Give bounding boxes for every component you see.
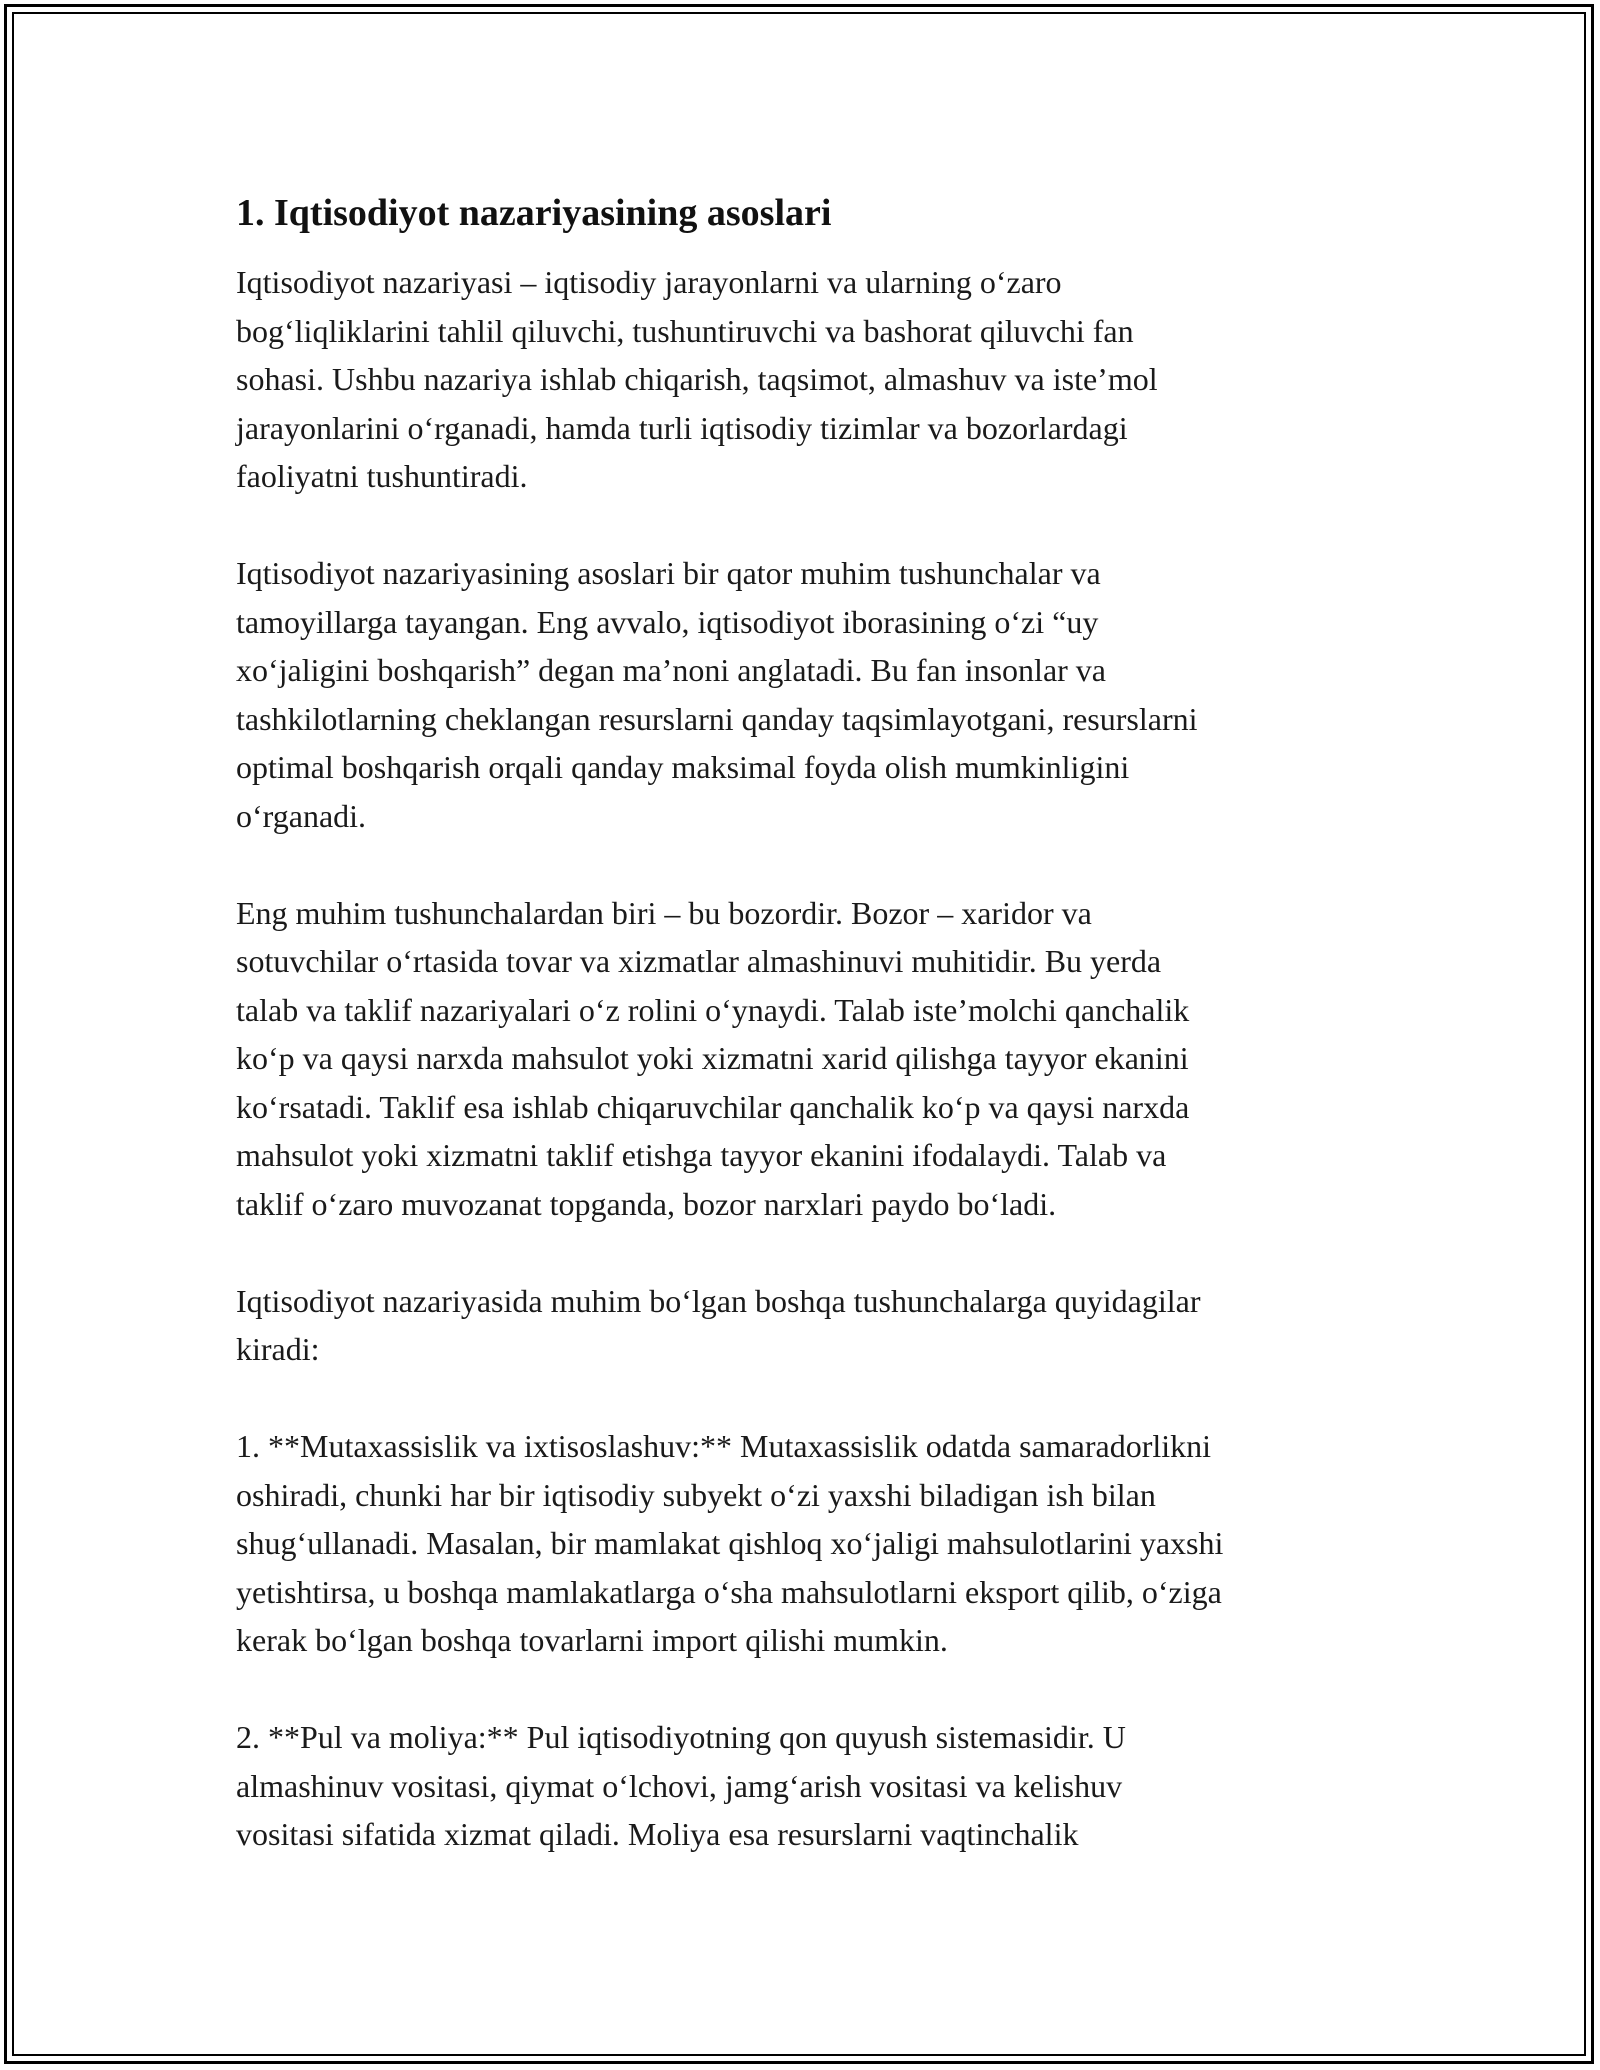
paragraph-line: optimal boshqarish orqali qanday maksimal foyda olish mumkinligini [236,749,1130,785]
paragraph-line: almashinuv vositasi, qiymat o‘lchovi, jamg‘arish vositasi va kelishuv [236,1767,1123,1804]
paragraph-line: kerak bo‘lgan boshqa tovarlarni import qilishi mumkin. [236,1622,948,1658]
paragraph-foundations [236,549,1376,840]
list-item-specialization [236,1422,1376,1665]
paragraph-line: yetishtirsa, u boshqa mamlakatlarga o‘sha mahsulotlarni eksport qilib, o‘ziga [236,1573,1222,1610]
paragraph-line: ko‘p va qaysi narxda mahsulot yoki xizmatni xarid qilishga tayyor ekanini [236,1040,1189,1076]
paragraph-line: bog‘liqliklarini tahlil qiluvchi, tushuntiruvchi va bashorat qiluvchi fan [236,312,1134,349]
paragraph-line: 2. **Pul va moliya:** Pul iqtisodiyotning qon quyush sistemasidir. U [236,1719,1126,1755]
document-title: 1. Iqtisodiyot nazariyasining asoslari [236,192,832,234]
paragraph-market [236,889,1376,1229]
document-body [236,188,1376,1907]
paragraph-line: talab va taklif nazariyalari o‘z rolini o‘ynaydi. Talab iste’molchi qanchalik [236,991,1190,1028]
paragraph-line: taklif o‘zaro muvozanat topganda, bozor narxlari paydo bo‘ladi. [236,1185,1057,1222]
paragraph-line: oshiradi, chunki har bir iqtisodiy subyekt o‘zi yaxshi biladigan ish bilan [236,1476,1156,1513]
list-item-money-finance [236,1713,1376,1859]
paragraph-line: Iqtisodiyot nazariyasida muhim bo‘lgan boshqa tushunchalarga quyidagilar [236,1282,1201,1319]
paragraph-line: jarayonlarini o‘rganadi, hamda turli iqtisodiy tizimlar va bozorlardagi [236,409,1128,446]
paragraph-line: tashkilotlarning cheklangan resurslarni qanday taqsimlayotgani, resurslarni [236,700,1198,737]
paragraph-other-concepts [236,1277,1376,1374]
paragraph-line: Iqtisodiyot nazariyasi – iqtisodiy jarayonlarni va ularning o‘zaro [236,264,1062,300]
paragraph-line: sohasi. Ushbu nazariya ishlab chiqarish, taqsimot, almashuv va iste’mol [236,361,1158,397]
paragraph-line: Iqtisodiyot nazariyasining asoslari bir qator muhim tushunchalar va [236,555,1101,591]
paragraph-line: sotuvchilar o‘rtasida tovar va xizmatlar almashinuvi muhitidir. Bu yerda [236,943,1162,979]
paragraph-line: faoliyatni tushuntiradi. [236,458,528,494]
paragraph-line: xo‘jaligini boshqarish” degan ma’noni anglatadi. Bu fan insonlar va [236,652,1106,688]
paragraph-line: kiradi: [236,1331,320,1367]
paragraph-line: tamoyillarga tayangan. Eng avvalo, iqtisodiyot iborasining o‘zi “uy [236,603,1099,640]
paragraph-intro [236,258,1376,501]
paragraph-line: shug‘ullanadi. Masalan, bir mamlakat qishloq xo‘jaligi mahsulotlarini yaxshi [236,1525,1224,1561]
paragraph-line: vositasi sifatida xizmat qiladi. Moliya esa resurslarni vaqtinchalik [236,1816,1079,1852]
paragraph-line: Eng muhim tushunchalardan biri – bu bozordir. Bozor – xaridor va [236,894,1092,931]
paragraph-line: o‘rganadi. [236,797,367,834]
paragraph-line: mahsulot yoki xizmatni taklif etishga tayyor ekanini ifodalaydi. Talab va [236,1137,1167,1173]
paragraph-line: 1. **Mutaxassislik va ixtisoslashuv:** Mutaxassislik odatda samaradorlikni [236,1428,1212,1464]
paragraph-line: ko‘rsatadi. Taklif esa ishlab chiqaruvchilar qanchalik ko‘p va qaysi narxda [236,1088,1190,1125]
